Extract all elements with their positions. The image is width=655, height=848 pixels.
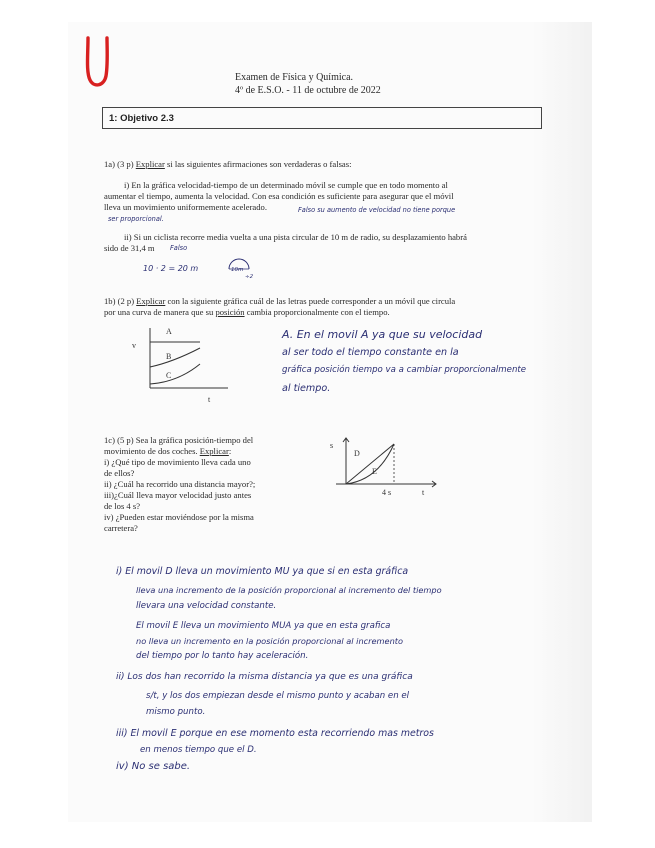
q1b-text: con la siguiente gráfica cuál de las letras puede corresponder a un móvil que circula	[165, 296, 456, 306]
q1b-text-3: cambia proporcionalmente con el tiempo.	[244, 307, 390, 317]
q1b-answer-2: al ser todo el tiempo constante en la	[282, 347, 459, 358]
position-time-graph	[326, 436, 442, 500]
q1b-answer-4: al tiempo.	[282, 383, 331, 394]
q1c-line-9: carretera?	[104, 523, 138, 533]
q1c-answer-4: El movil E lleva un movimiento MUA ya que en esta grafica	[136, 621, 391, 631]
q1a-ii-calc: 10 · 2 = 20 m	[143, 264, 199, 273]
q1c-answer-10: iii) El movil E porque en ese momento esta recorriendo mas metros	[116, 728, 434, 739]
objective-box	[102, 107, 542, 129]
q1c-explicar: Explicar	[199, 446, 229, 456]
q1c-answer-11: en menos tiempo que el D.	[140, 745, 257, 755]
q1b-answer-1: A. En el movil A ya que su velocidad	[282, 328, 483, 341]
exam-subtitle: 4º de E.S.O. - 11 de octubre de 2022	[235, 85, 381, 96]
q1a-ii-answer: Falso	[170, 244, 188, 252]
q1a-ii-line-2: sido de 31,4 m	[104, 243, 155, 253]
q1c-line-5: ii) ¿Cuál ha recorrido una distancia mayor?;	[104, 479, 256, 489]
q1c-answer-9: mismo punto.	[146, 707, 206, 717]
q1c-line-2-text: movimiento de dos coches.	[104, 446, 200, 456]
q1b-line-1	[104, 296, 455, 307]
q1a-i-answer-1: Falso su aumento de velocidad no tiene porque	[298, 206, 456, 214]
label-b: B	[166, 352, 172, 361]
curve-c	[150, 364, 200, 384]
curve-b	[150, 348, 200, 367]
q1a-number: 1a) (3 p)	[104, 159, 136, 169]
q1b-line-2	[104, 307, 390, 318]
q1b-explicar: Explicar	[136, 296, 166, 306]
label-e: E	[372, 467, 377, 476]
q1c-line-3: i) ¿Qué tipo de movimiento lleva cada uno	[104, 457, 251, 467]
q1c-answer-5: no lleva un incremento en la posición proporcional al incremento	[136, 636, 403, 646]
objective-label: 1: Objetivo 2.3	[109, 113, 174, 124]
q1c-line-8: iv) ¿Pueden estar moviéndose por la misma	[104, 512, 254, 522]
q1b-number: 1b) (2 p)	[104, 296, 137, 306]
q1c-line-7: de los 4 s?	[104, 501, 141, 511]
q1a-ii-line-1: ii) Si un ciclista recorre media vuelta a una pista circular de 10 m de radio, su desplazamiento habrá	[124, 232, 467, 242]
q1c-line-6: iii)¿Cuál lleva mayor velocidad justo antes	[104, 490, 252, 500]
velocity-time-graph	[128, 322, 238, 404]
q1a-i-answer-2: ser proporcional.	[108, 215, 164, 223]
q1c-answer-12: iv) No se sabe.	[116, 761, 191, 772]
v-axis-label: v	[132, 341, 136, 350]
q1c-line-2: movimiento de dos coches. Explicar:	[104, 446, 232, 456]
grade-mark-text: U	[82, 34, 83, 35]
grade-mark	[82, 34, 114, 90]
s-axis-label: s	[330, 441, 334, 450]
label-c: C	[166, 371, 172, 380]
label-d: D	[354, 449, 360, 458]
t-axis-label: t	[208, 395, 211, 404]
q1b-posicion: posición	[215, 307, 245, 317]
page-shadow	[532, 22, 592, 822]
q1c-answer-2: lleva una incremento de la posición proporcional al incremento del tiempo	[136, 585, 442, 595]
q1c-line-4: de ellos?	[104, 468, 135, 478]
exam-title: Examen de Física y Química.	[235, 72, 354, 83]
q1a-intro	[104, 159, 351, 170]
q1c-answer-6: del tiempo por lo tanto hay aceleración.	[136, 651, 309, 661]
q1c-answer-7: ii) Los dos han recorrido la misma distancia ya que es una gráfica	[116, 672, 413, 682]
label-a: A	[166, 327, 172, 336]
semicircle-sketch-radius: 10m	[231, 267, 244, 273]
q1c-answer-3: llevara una velocidad constante.	[136, 601, 277, 611]
q1c-answer-8: s/t, y los dos empiezan desde el mismo punto y acaban en el	[146, 691, 410, 701]
t-axis-label: t	[422, 488, 425, 497]
q1a-i-line-1: i) En la gráfica velocidad-tiempo de un determinado móvil se cumple que en todo momento al	[124, 180, 448, 190]
q1a-i-line-2: aumentar el tiempo, aumenta la velocidad. Con esa condición es suficiente para asegurar que el móvil	[104, 191, 454, 201]
q1c-answer-1: i) El movil D lleva un movimiento MU ya que si en esta gráfica	[116, 566, 409, 577]
q1c-line-1: 1c) (5 p) Sea la gráfica posición-tiempo del	[104, 435, 254, 445]
q1a-explicar: Explicar	[135, 159, 165, 169]
q1b-text-2: por una curva de manera que su	[104, 307, 216, 317]
q1a-i-line-3: lleva un movimiento uniformemente acelerado.	[104, 202, 267, 212]
q1b-answer-3: gráfica posición tiempo va a cambiar proporcionalmente	[282, 365, 527, 375]
tick-4s: 4 s	[382, 488, 392, 497]
q1a-intro-text: si las siguientes afirmaciones son verdaderas o falsas:	[164, 159, 352, 169]
semicircle-sketch-divide: ÷2	[245, 274, 254, 280]
